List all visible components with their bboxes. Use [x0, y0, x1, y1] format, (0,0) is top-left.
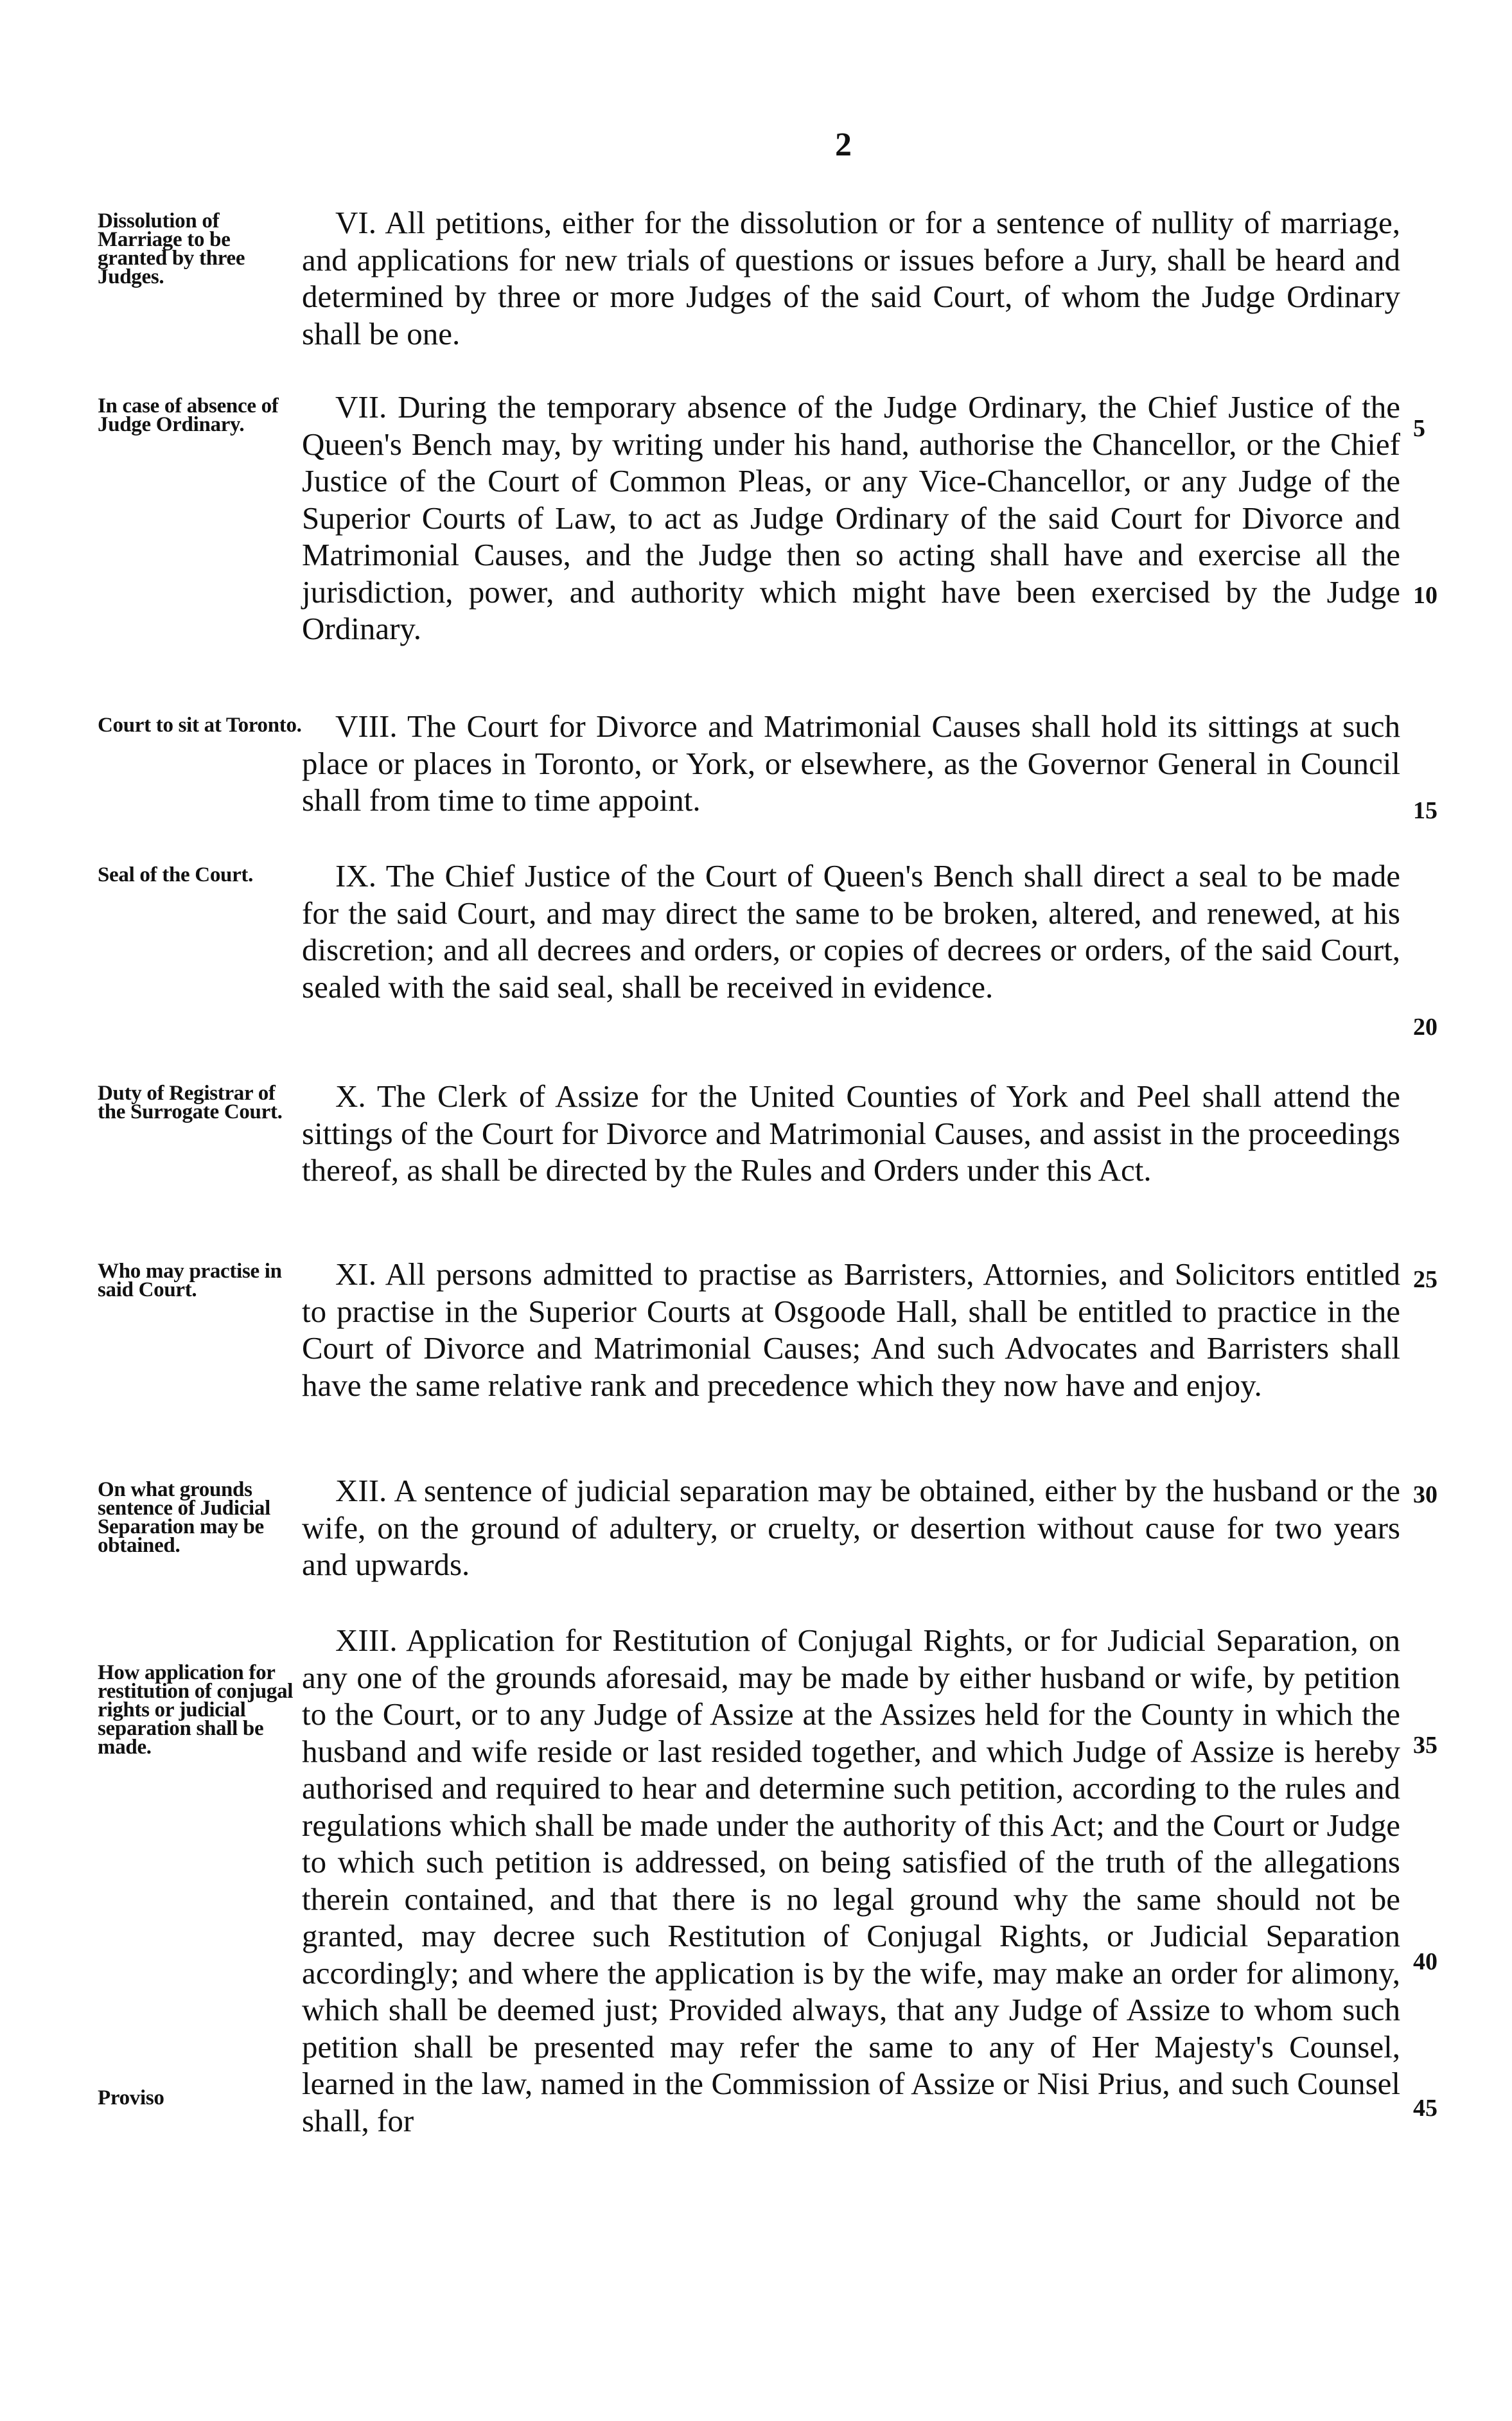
section-numeral: VII. [335, 389, 387, 425]
sidenote-section-vi: Dissolution of Marriage to be granted by three Judges. [98, 209, 245, 288]
sidenote-section-xiii: How application for restitution of conjugal rights or judicial separation shall be made. [98, 1661, 294, 1759]
section-xiii [302, 1622, 1400, 2139]
sidenote-section-xii: On what grounds sentence of Judicial Separation may be obtained. [98, 1478, 270, 1557]
section-x [302, 1078, 1400, 1189]
sidenote-section-xi: Who may practise in said Court. [98, 1260, 282, 1301]
section-text: All petitions, either for the dissolution or for a sentence of nullity of marriage, and applications for new trials of questions or issues before a Jury, shall be heard and determined by three or more Judges of the said Court, of whom the Judge Ordinary shall be one. [302, 205, 1401, 351]
section-vii [302, 389, 1400, 647]
section-text: The Chief Justice of the Court of Queen's Bench shall direct a seal to be made for the said Court, and may direct the same to be broken, altered, and renewed, at his discretion; and all decrees and orders, or copies of decrees or orders, of the said Court, sealed with the said seal, shall be received in evidence. [302, 858, 1400, 1005]
section-numeral: XI. [335, 1256, 376, 1292]
section-vi [302, 204, 1400, 352]
section-text: All persons admitted to practise as Barristers, Attornies, and Solicitors entitled to practise in the Superior Courts at Osgoode Hall, shall be entitled to practice in the Court of Divorce and Matrimonial Causes; And such Advocates and Barristers shall have the same relative rank and precedence which they now have and enjoy. [302, 1256, 1400, 1403]
line-number: 35 [1413, 1732, 1437, 1759]
section-ix [302, 858, 1400, 1005]
sidenote-section-ix: Seal of the Court. [98, 863, 254, 886]
line-number: 45 [1413, 2095, 1437, 2122]
sidenote-proviso: Proviso [98, 2086, 164, 2109]
section-xii [302, 1472, 1400, 1583]
line-number: 25 [1413, 1266, 1437, 1293]
line-number: 15 [1413, 797, 1437, 824]
sidenote-section-x: Duty of Registrar of the Surrogate Court. [98, 1082, 283, 1123]
section-xi [302, 1256, 1400, 1404]
sidenote-section-vii: In case of absence of Judge Ordinary. [98, 394, 279, 436]
section-numeral: VIII. [335, 709, 398, 744]
section-numeral: XII. [335, 1473, 387, 1508]
section-numeral: X. [335, 1078, 366, 1114]
sidenote-section-viii: Court to sit at Toronto. [98, 714, 302, 737]
section-numeral: XIII. [335, 1623, 398, 1658]
line-number: 5 [1413, 415, 1425, 442]
line-number: 20 [1413, 1014, 1437, 1041]
section-text: The Clerk of Assize for the United Counties of York and Peel shall attend the sittings of the Court for Divorce and Matrimonial Causes, and assist in the proceedings thereof, as shall be directed by the Rules and Orders under this Act. [302, 1078, 1400, 1188]
section-text: Application for Restitution of Conjugal Rights, or for Judicial Separation, on any one of the grounds aforesaid, may be made by either husband or wife, by petition to the Court, or to any Judge of Assize at the Assizes held for the County in which the husband and wife reside or last resided together, and which Judge of Assize is hereby authorised and required to hear and determine such petition, according to the rules and regulations which shall be made under the authority of this Act; and the Court or Judge to which such petition is addressed, on being satisfied of the truth of the allegations therein contained, and that there is no legal ground why the same should not be granted, may decree such Restitution of Conjugal Rights, or Judicial Separation accordingly; and where the application is by the wife, may make an order for alimony, which shall be deemed just; Provided always, that any Judge of Assize to whom such petition shall be presented may refer the same to any of Her Majesty's Counsel, learned in the law, named in the Commission of Assize or Nisi Prius, and such Counsel shall, for [302, 1623, 1400, 2138]
line-number: 40 [1413, 1948, 1437, 1975]
section-text: A sentence of judicial separation may be obtained, either by the husband or the wife, on the ground of adultery, or cruelty, or desertion without cause for two years and upwards. [302, 1473, 1400, 1582]
section-numeral: VI. [335, 205, 376, 240]
section-numeral: IX. [335, 858, 376, 894]
line-number: 30 [1413, 1481, 1437, 1508]
section-text: The Court for Divorce and Matrimonial Causes shall hold its sittings at such place or places in Toronto, or York, or elsewhere, as the Governor General in Council shall from time to time appoint. [302, 709, 1400, 818]
page-number: 2 [835, 127, 852, 163]
line-number: 10 [1413, 582, 1437, 609]
section-viii [302, 708, 1400, 819]
section-text: During the temporary absence of the Judge Ordinary, the Chief Justice of the Queen's Bench may, by writing under his hand, authorise the Chancellor, or the Chief Justice of the Court of Common Pleas, or any Vice-Chancellor, or any Judge of the Superior Courts of Law, to act as Judge Ordinary of the said Court for Divorce and Matrimonial Causes, and the Judge then so acting shall have and exercise all the jurisdiction, power, and authority which might have been exercised by the Judge Ordinary. [302, 389, 1400, 646]
